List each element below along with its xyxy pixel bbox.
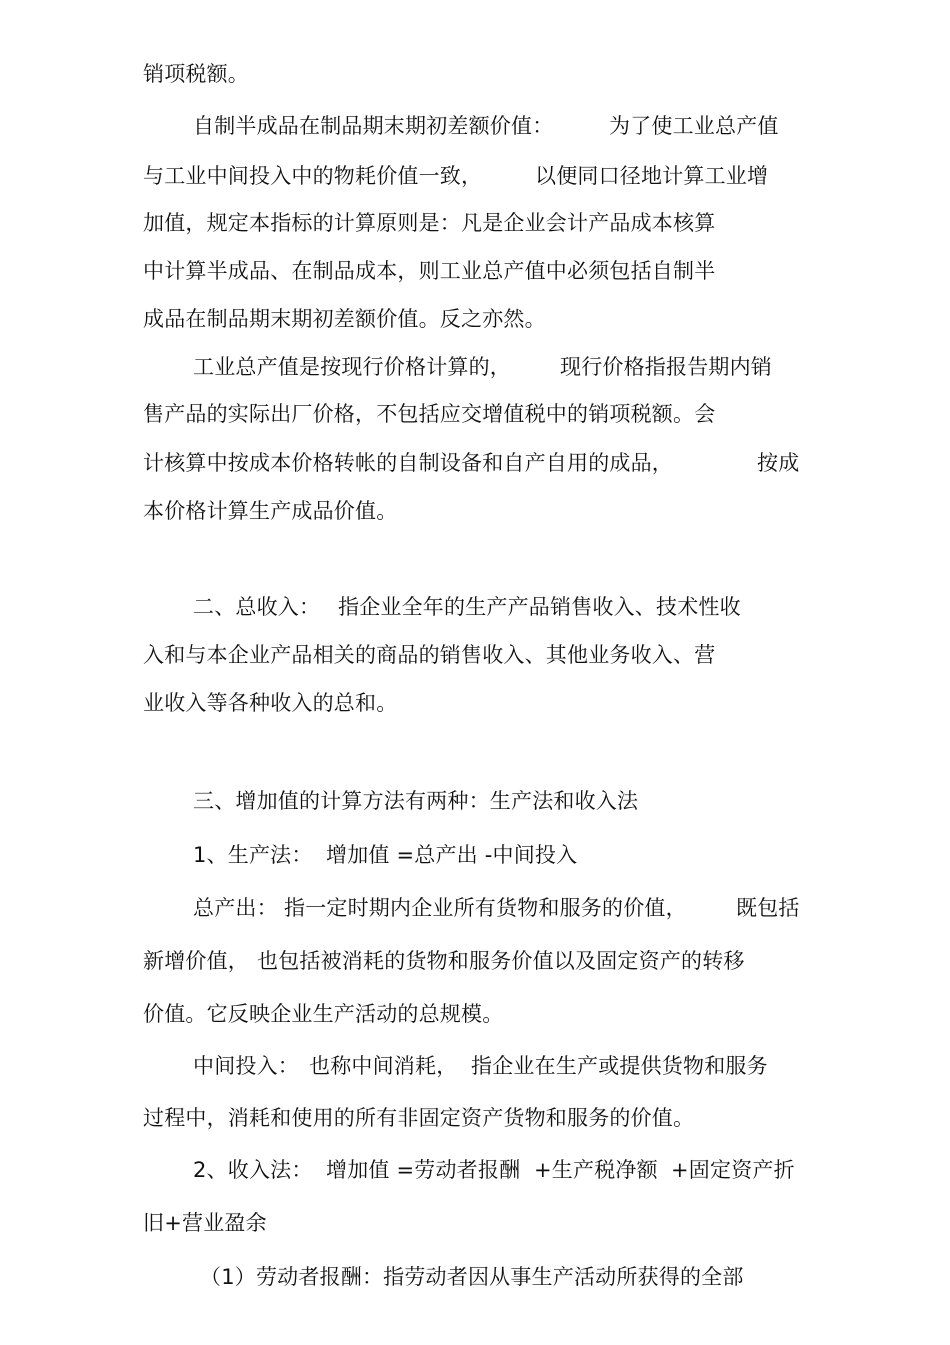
text-line-9b: 按成 — [757, 451, 800, 475]
text-line-6: 成品在制品期末期初差额价值。反之亦然。 — [143, 307, 546, 331]
method-2-formula-d: 旧+营业盈余 — [143, 1211, 267, 1235]
method-2-formula-b: +生产税净额 — [534, 1158, 658, 1182]
text-line-10: 本价格计算生产成品价值。 — [143, 499, 398, 523]
method-2-label: 2、收入法： — [193, 1158, 313, 1182]
method-1-label: 1、生产法： — [193, 843, 313, 867]
method-2-formula-c: +固定资产折 — [671, 1158, 795, 1182]
text-line-5: 中计算半成品、在制品成本，则工业总产值中必须包括自制半 — [143, 259, 716, 283]
text-line-17b: 指企业在生产或提供货物和服务 — [471, 1054, 768, 1078]
text-line-16: 价值。它反映企业生产活动的总规模。 — [143, 1002, 504, 1026]
text-line-9a: 计核算中按成本价格转帐的自制设备和自产自用的成品， — [143, 451, 673, 475]
section-2-heading: 二、总收入： — [193, 595, 321, 619]
section-3-heading: 三、增加值的计算方法有两种：生产法和收入法 — [193, 789, 639, 813]
text-line-7a: 工业总产值是按现行价格计算的， — [193, 355, 511, 379]
text-line-14a: 指一定时期内企业所有货物和服务的价值， — [284, 896, 687, 920]
term-intermediate-input: 中间投入： — [193, 1054, 299, 1078]
method-2-formula-a: 增加值 =劳动者报酬 — [326, 1158, 521, 1182]
text-line-2a: 自制半成品在制品期末期初差额价值： — [193, 114, 554, 138]
text-line-1: 销项税额。 — [143, 62, 249, 86]
text-line-18: 过程中，消耗和使用的所有非固定资产货物和服务的价值。 — [143, 1106, 695, 1130]
text-line-7b: 现行价格指报告期内销 — [560, 355, 772, 379]
text-line-11: 指企业全年的生产产品销售收入、技术性收 — [338, 595, 741, 619]
text-line-12: 入和与本企业产品相关的商品的销售收入、其他业务收入、营 — [143, 643, 716, 667]
text-line-2b: 为了使工业总产值 — [609, 114, 779, 138]
text-line-15a: 新增价值， — [143, 949, 249, 973]
method-1-formula: 增加值 =总产出 -中间投入 — [326, 843, 578, 867]
term-total-output: 总产出： — [193, 896, 278, 920]
text-line-19: （1）劳动者报酬：指劳动者因从事生产活动所获得的全部 — [200, 1265, 744, 1289]
text-line-4: 加值，规定本指标的计算原则是：凡是企业会计产品成本核算 — [143, 211, 716, 235]
text-line-3b: 以便同口径地计算工业增 — [535, 164, 769, 188]
text-line-15b: 也包括被消耗的货物和服务价值以及固定资产的转移 — [257, 949, 745, 973]
text-line-3a: 与工业中间投入中的物耗价值一致， — [143, 164, 483, 188]
text-line-13: 业收入等各种收入的总和。 — [143, 691, 398, 715]
text-line-8: 售产品的实际出厂价格，不包括应交增值税中的销项税额。会 — [143, 402, 716, 426]
text-line-17a: 也称中间消耗， — [309, 1054, 458, 1078]
text-line-14b: 既包括 — [736, 896, 800, 920]
